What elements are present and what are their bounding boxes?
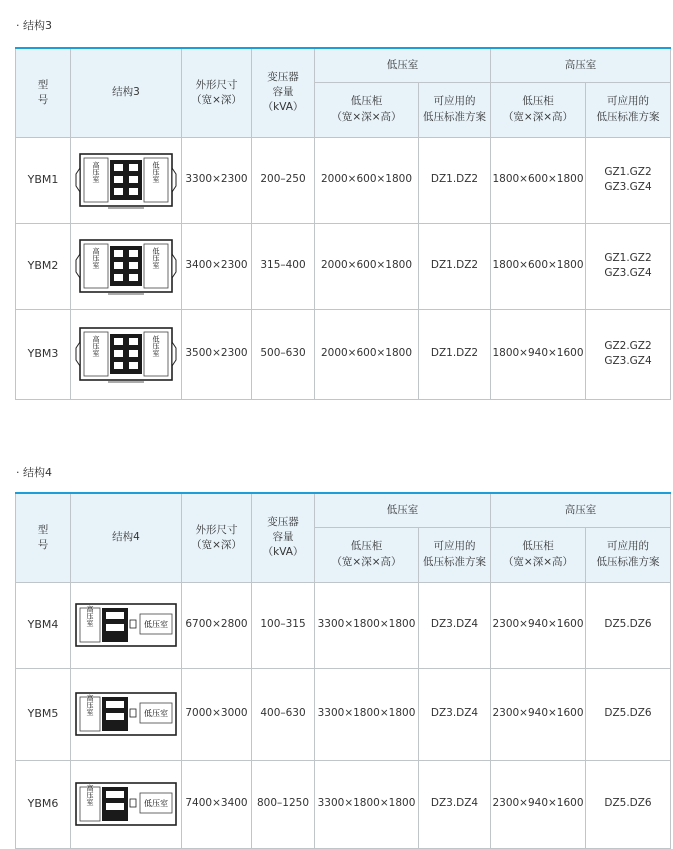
header-model: 型 号 — [16, 493, 71, 582]
header-hv-cabinet: 低压柜 （宽×深×高） — [491, 82, 586, 137]
cell-lv-cabinet: 2000×600×1800 — [315, 309, 419, 399]
cell-dims: 3500×2300 — [182, 309, 252, 399]
cell-structure-diagram — [71, 582, 182, 668]
hv-room-label: 高压室 — [86, 605, 94, 627]
header-hv-room: 高压室 — [491, 48, 671, 82]
header-lv-room: 低压室 — [315, 493, 491, 527]
cell-lv-cabinet: 3300×1800×1800 — [315, 582, 419, 668]
cell-hv-standard: GZ1.GZ2 GZ3.GZ4 — [586, 137, 671, 223]
cell-lv-standard: DZ1.DZ2 — [419, 223, 491, 309]
cell-lv-standard: DZ1.DZ2 — [419, 309, 491, 399]
cell-hv-standard: GZ2.GZ2 GZ3.GZ4 — [586, 309, 671, 399]
cell-dims: 3300×2300 — [182, 137, 252, 223]
layout-diagram — [74, 322, 178, 386]
header-hv-room: 高压室 — [491, 493, 671, 527]
cell-hv-cabinet: 2300×940×1600 — [491, 668, 586, 760]
hv-room-label: 高压室 — [92, 161, 100, 183]
cell-model: YBM1 — [16, 137, 71, 223]
cell-lv-standard: DZ3.DZ4 — [419, 760, 491, 848]
header-lv-cabinet: 低压柜 （宽×深×高） — [315, 82, 419, 137]
cell-capacity: 400–630 — [252, 668, 315, 760]
cell-model: YBM3 — [16, 309, 71, 399]
structure3-title: · 结构3 — [16, 19, 52, 32]
header-hv-cabinet: 低压柜 （宽×深×高） — [491, 527, 586, 582]
cell-hv-cabinet: 2300×940×1600 — [491, 582, 586, 668]
cell-lv-cabinet: 3300×1800×1800 — [315, 668, 419, 760]
cell-hv-cabinet: 1800×940×1600 — [491, 309, 586, 399]
table-row — [16, 309, 671, 399]
cell-dims: 7400×3400 — [182, 760, 252, 848]
cell-capacity: 315–400 — [252, 223, 315, 309]
header-hv-standard: 可应用的 低压标准方案 — [586, 82, 671, 137]
header-hv-standard: 可应用的 低压标准方案 — [586, 527, 671, 582]
cell-structure-diagram — [71, 223, 182, 309]
cell-model: YBM2 — [16, 223, 71, 309]
table-row — [16, 582, 671, 668]
header-capacity: 变压器 容量 （kVA） — [252, 48, 315, 137]
layout-diagram — [72, 689, 180, 739]
cell-dims: 3400×2300 — [182, 223, 252, 309]
cell-lv-cabinet: 3300×1800×1800 — [315, 760, 419, 848]
cell-model: YBM4 — [16, 582, 71, 668]
structure3-table — [15, 47, 671, 400]
cell-dims: 6700×2800 — [182, 582, 252, 668]
cell-hv-standard: DZ5.DZ6 — [586, 760, 671, 848]
table-row — [16, 760, 671, 848]
cell-lv-standard: DZ3.DZ4 — [419, 582, 491, 668]
lv-room-label: 低压室 — [152, 247, 160, 269]
lv-room-label: 低压室 — [144, 799, 168, 808]
cell-hv-cabinet: 1800×600×1800 — [491, 223, 586, 309]
hv-room-label: 高压室 — [86, 784, 94, 806]
lv-room-label: 低压室 — [144, 620, 168, 629]
header-lv-cabinet: 低压柜 （宽×深×高） — [315, 527, 419, 582]
layout-diagram — [72, 779, 180, 829]
hv-room-label: 高压室 — [92, 335, 100, 357]
header-dims: 外形尺寸 （宽×深） — [182, 48, 252, 137]
cell-hv-cabinet: 2300×940×1600 — [491, 760, 586, 848]
cell-hv-standard: DZ5.DZ6 — [586, 582, 671, 668]
header-lv-standard: 可应用的 低压标准方案 — [419, 527, 491, 582]
cell-capacity: 100–315 — [252, 582, 315, 668]
cell-lv-cabinet: 2000×600×1800 — [315, 223, 419, 309]
cell-structure-diagram — [71, 760, 182, 848]
cell-model: YBM6 — [16, 760, 71, 848]
cell-capacity: 200–250 — [252, 137, 315, 223]
layout-diagram — [74, 148, 178, 212]
cell-structure-diagram — [71, 137, 182, 223]
header-structure: 结构3 — [71, 48, 182, 137]
header-dims: 外形尺寸 （宽×深） — [182, 493, 252, 582]
cell-hv-standard: DZ5.DZ6 — [586, 668, 671, 760]
layout-diagram — [72, 600, 180, 650]
cell-capacity: 500–630 — [252, 309, 315, 399]
cell-dims: 7000×3000 — [182, 668, 252, 760]
lv-room-label: 低压室 — [152, 161, 160, 183]
cell-model: YBM5 — [16, 668, 71, 760]
table-row — [16, 668, 671, 760]
structure4-table — [15, 492, 671, 849]
header-lv-standard: 可应用的 低压标准方案 — [419, 82, 491, 137]
structure4-title: · 结构4 — [16, 466, 52, 479]
cell-hv-standard: GZ1.GZ2 GZ3.GZ4 — [586, 223, 671, 309]
hv-room-label: 高压室 — [86, 694, 94, 716]
hv-room-label: 高压室 — [92, 247, 100, 269]
table-row — [16, 137, 671, 223]
header-model: 型 号 — [16, 48, 71, 137]
table-row — [16, 223, 671, 309]
layout-diagram — [74, 234, 178, 298]
header-capacity: 变压器 容量 （kVA） — [252, 493, 315, 582]
cell-structure-diagram — [71, 309, 182, 399]
cell-structure-diagram — [71, 668, 182, 760]
header-lv-room: 低压室 — [315, 48, 491, 82]
cell-lv-standard: DZ3.DZ4 — [419, 668, 491, 760]
lv-room-label: 低压室 — [144, 709, 168, 718]
cell-lv-cabinet: 2000×600×1800 — [315, 137, 419, 223]
header-structure: 结构4 — [71, 493, 182, 582]
cell-capacity: 800–1250 — [252, 760, 315, 848]
lv-room-label: 低压室 — [152, 335, 160, 357]
cell-lv-standard: DZ1.DZ2 — [419, 137, 491, 223]
cell-hv-cabinet: 1800×600×1800 — [491, 137, 586, 223]
